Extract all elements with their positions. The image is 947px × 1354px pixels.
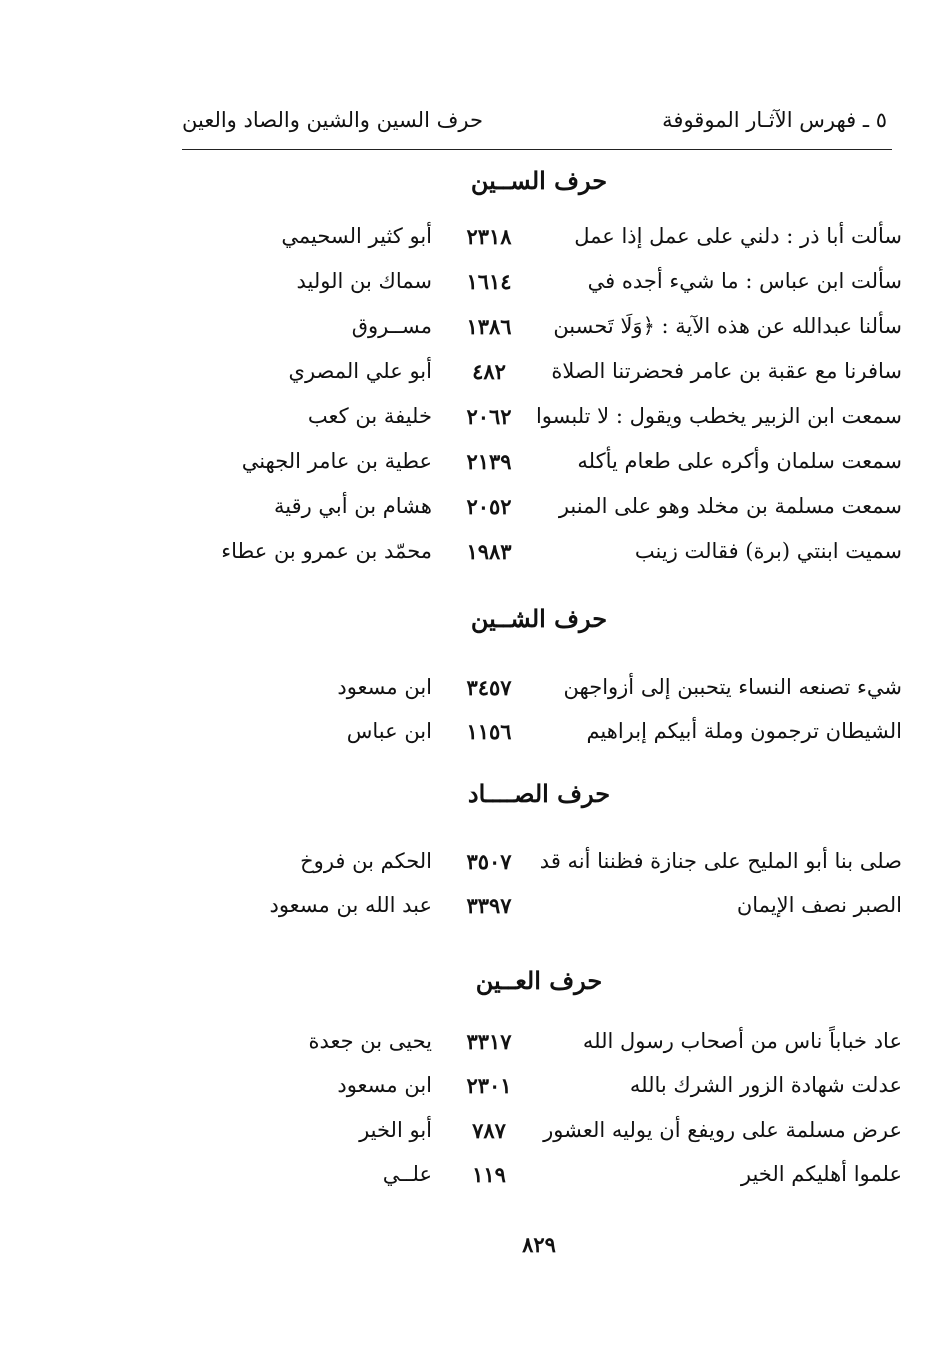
athar-number: ٣٥٠٧	[466, 849, 512, 874]
index-row	[0, 1029, 947, 1063]
index-row	[0, 539, 947, 573]
index-row	[0, 449, 947, 483]
athar-number: ٤٨٢	[472, 359, 506, 384]
index-row	[0, 1073, 947, 1107]
narrator-name: علــي	[382, 1162, 432, 1186]
section-title-sheen: حرف الشــين	[470, 604, 608, 633]
athar-number: ٧٨٧	[472, 1118, 506, 1143]
narrator-name: أبو كثير السحيمي	[281, 224, 432, 248]
running-header-chapter: حرف السين والشين والصاد والعين	[182, 108, 483, 132]
index-row	[0, 849, 947, 883]
narrator-name: يحيى بن جعدة	[308, 1029, 432, 1053]
running-header-section: ٥ ـ فهرس الآثـار الموقوفة	[662, 108, 887, 132]
athar-number: ٢١٣٩	[466, 449, 512, 474]
narrator-name: عطية بن عامر الجهني	[241, 449, 432, 473]
athar-number: ١١٩	[472, 1162, 506, 1187]
section-title-seen: حرف الســين	[470, 166, 608, 195]
athar-number: ٢٠٦٢	[466, 404, 512, 429]
narrator-name: مســروق	[351, 314, 432, 338]
section-title-sad: حرف الصــــاد	[467, 779, 611, 808]
athar-text: عدلت شهادة الزور الشرك بالله	[629, 1073, 902, 1097]
narrator-name: ابن عباس	[346, 719, 432, 743]
narrator-name: خليفة بن كعب	[307, 404, 432, 428]
header-rule	[182, 149, 892, 150]
page-number: ٨٢٩	[522, 1232, 556, 1257]
narrator-name: سماك بن الوليد	[296, 269, 432, 293]
athar-text: سافرنا مع عقبة بن عامر فحضرتنا الصلاة	[551, 359, 902, 383]
athar-text: سميت ابنتي (برة) فقالت زينب	[634, 539, 902, 563]
index-row	[0, 1118, 947, 1152]
athar-text: صلى بنا أبو المليح على جنازة فظننا أنه قد	[539, 849, 902, 873]
athar-text: عرض مسلمة على رويفع أن يوليه العشور	[543, 1118, 902, 1142]
index-row	[0, 224, 947, 258]
athar-number: ١٣٨٦	[466, 314, 512, 339]
narrator-name: هشام بن أبي رقية	[273, 494, 432, 518]
athar-number: ٢٣٠١	[466, 1073, 512, 1098]
narrator-name: عبد الله بن مسعود	[269, 893, 432, 917]
athar-text: سألت ابن عباس : ما شيء أجده في	[587, 269, 902, 293]
athar-number: ١٩٨٣	[466, 539, 512, 564]
index-row	[0, 269, 947, 303]
athar-text: سألت أبا ذر : دلني على عمل إذا عمل	[574, 224, 902, 248]
athar-text: الشيطان ترجمون وملة أبيكم إبراهيم	[586, 719, 902, 743]
athar-number: ١١٥٦	[466, 719, 512, 744]
athar-number: ٣٣١٧	[466, 1029, 512, 1054]
narrator-name: محمّد بن عمرو بن عطاء	[221, 539, 432, 563]
athar-text: عاد خباباً ناس من أصحاب رسول الله	[582, 1029, 902, 1053]
athar-number: ٢٠٥٢	[466, 494, 512, 519]
index-row	[0, 494, 947, 528]
athar-text: شيء تصنعه النساء يتحببن إلى أزواجهن	[563, 675, 902, 699]
athar-text: سألنا عبدالله عن هذه الآية : ﴿وَلَا تَحسبن	[553, 314, 902, 338]
athar-number: ٢٣١٨	[466, 224, 512, 249]
index-row	[0, 893, 947, 927]
narrator-name: ابن مسعود	[337, 675, 432, 699]
athar-number: ١٦١٤	[466, 269, 512, 294]
narrator-name: ابن مسعود	[337, 1073, 432, 1097]
narrator-name: أبو علي المصري	[288, 359, 432, 383]
index-row	[0, 359, 947, 393]
index-row	[0, 1162, 947, 1196]
athar-text: الصبر نصف الإيمان	[736, 893, 902, 917]
index-row	[0, 719, 947, 753]
athar-number: ٣٣٩٧	[466, 893, 512, 918]
index-row	[0, 675, 947, 709]
athar-number: ٣٤٥٧	[466, 675, 512, 700]
narrator-name: الحكم بن فروخ	[300, 849, 432, 873]
index-row	[0, 314, 947, 348]
athar-text: سمعت مسلمة بن مخلد وهو على المنبر	[558, 494, 902, 518]
athar-text: علموا أهليكم الخير	[740, 1162, 902, 1186]
section-title-ain: حرف العــين	[475, 966, 603, 995]
athar-text: سمعت ابن الزبير يخطب ويقول : لا تلبسوا	[535, 404, 902, 428]
narrator-name: أبو الخير	[359, 1118, 432, 1142]
athar-text: سمعت سلمان وأكره على طعام يأكله	[577, 449, 902, 473]
index-row	[0, 404, 947, 438]
